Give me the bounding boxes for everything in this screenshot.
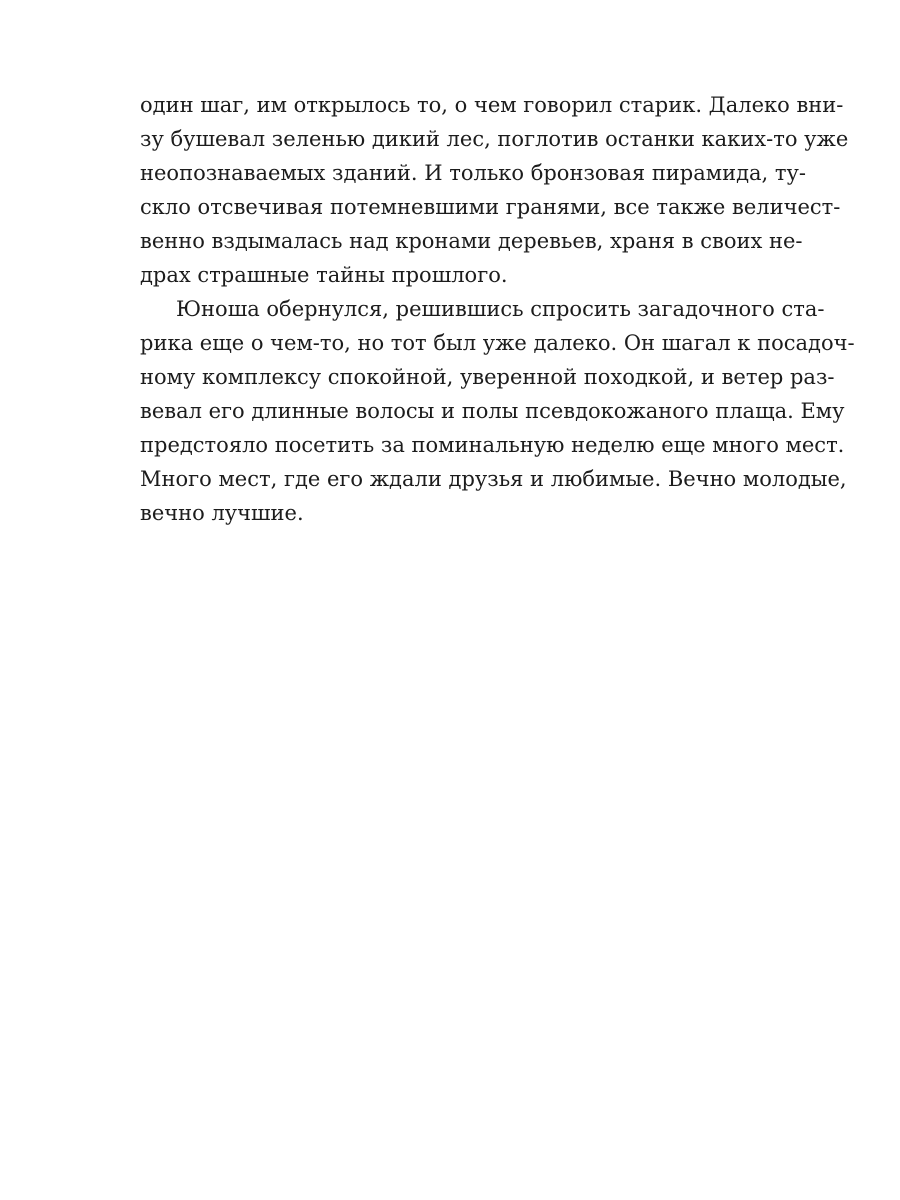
text-line: вечно лучшие.	[140, 501, 304, 525]
paragraph-2	[140, 292, 855, 530]
text-line: скло отсвечивая потемневшими гранями, все также величест-	[140, 195, 841, 219]
text-line: венно вздымалась над кронами деревьев, храня в своих не-	[140, 229, 803, 253]
text-line: Юноша обернулся, решившись спросить загадочного ста-	[176, 297, 825, 321]
text-line: вевал его длинные волосы и полы псевдокожаного плаща. Ему	[140, 399, 845, 423]
text-line: Много мест, где его ждали друзья и любимые. Вечно молодые,	[140, 467, 847, 491]
paragraph-1	[140, 88, 849, 292]
text-line: неопознаваемых зданий. И только бронзовая пирамида, ту-	[140, 161, 806, 185]
text-line: рика еще о чем-то, но тот был уже далеко. Он шагал к посадоч-	[140, 331, 855, 355]
text-line: зу бушевал зеленью дикий лес, поглотив останки каких-то уже	[140, 127, 849, 151]
text-line: драх страшные тайны прошлого.	[140, 263, 508, 287]
text-line: один шаг, им открылось то, о чем говорил старик. Далеко вни-	[140, 93, 844, 117]
text-line: предстояло посетить за поминальную неделю еще много мест.	[140, 433, 845, 457]
text-line: ному комплексу спокойной, уверенной походкой, и ветер раз-	[140, 365, 835, 389]
body-text	[140, 88, 855, 530]
